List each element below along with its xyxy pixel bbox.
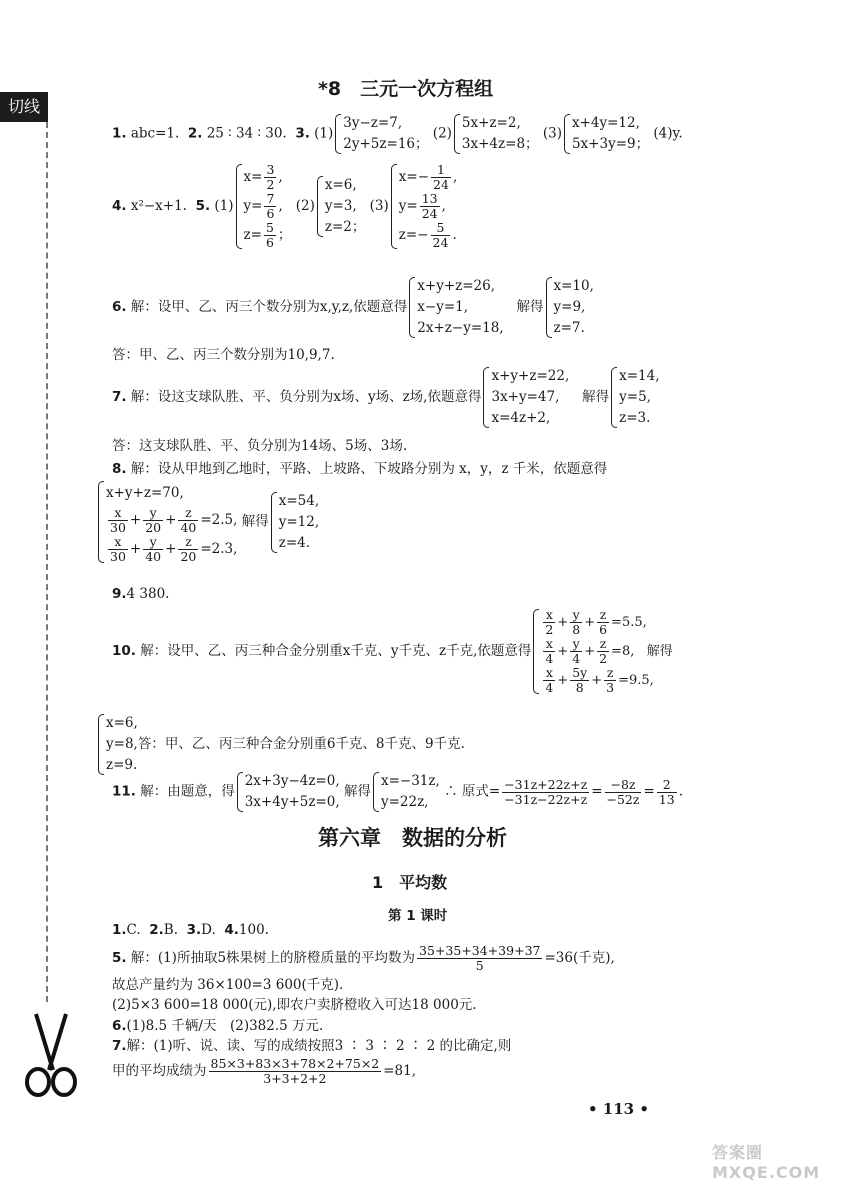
q7-system: x+y+z=22, 3x+y=47, x=4z+2,: [481, 366, 569, 429]
q6-answer: 答：甲、乙、丙三个数分别为10,9,7.: [112, 347, 335, 363]
q4-answer: x²−x+1.: [130, 198, 187, 214]
q11-number: 11.: [112, 783, 136, 800]
q7-answer: 答：这支球队胜、平、负分别为14场、5场、3场.: [112, 438, 408, 454]
q8-solve: 解得: [241, 513, 269, 530]
s5-line-3: (2)5×3 600=18 000(元),即农户卖脐橙收入可达18 000元.: [112, 997, 477, 1013]
q9-number: 9.: [112, 586, 127, 602]
q2-number: 2.: [187, 125, 203, 142]
equation: 5x+3y=9；: [571, 136, 650, 152]
q6-number: 6.: [112, 299, 127, 315]
q3-part-2: (2): [432, 125, 452, 142]
q7-result: x=14, y=5, z=3.: [609, 366, 659, 429]
q11-system: 2x+3y−4z=0, 3x+4y+5z=0,: [235, 771, 340, 813]
equation: x+4y=12,: [571, 115, 640, 131]
q5-solution-3: x=− $\frac{1}{24}$ , y= $\frac{13}{24}$ , z=− $\frac{5}{24}$ .: [389, 163, 457, 250]
q10-number: 10.: [112, 643, 136, 659]
q8-number: 8.: [112, 461, 127, 477]
s7-line-2: 甲的平均成绩为 $\frac{85\times 3+83\times 3+78\times 2+75\times 2}{3+3+2+2}$ =81,: [112, 1056, 417, 1086]
q3-part-1: (1): [314, 125, 334, 142]
equation: 3x+4z=8；: [461, 136, 539, 152]
q7-text: 解：设这支球队胜、平、负分别为x场、y场、z场,依题意得: [130, 389, 482, 405]
question-9: [112, 584, 169, 604]
q6-system: x+y+z=26, x−y=1, 2x+z−y=18,: [407, 276, 503, 339]
equation: 3y−z=7,: [343, 115, 403, 131]
q3-system-3: [562, 113, 649, 155]
question-8: [112, 459, 607, 479]
chapter-title: 第六章 数据的分析: [318, 826, 507, 850]
q5-part-3: (3): [369, 198, 389, 214]
q6-solve: 解得: [516, 299, 544, 315]
cut-line-tab: 切线: [0, 92, 48, 122]
lesson-title: 1 平均数: [372, 873, 448, 892]
q2-answer: 25 ∶ 34 ∶ 30.: [206, 125, 287, 142]
q6-result: x=10, y=9, z=7.: [544, 276, 594, 339]
question-7: [112, 366, 660, 429]
question-6: [112, 276, 594, 339]
s6-question: 6.(1)8.5 千辆/天 (2)382.5 万元.: [112, 1018, 324, 1034]
q9-answer: 4 380.: [126, 586, 170, 602]
question-11: 11. 解：由题意，得 2x+3y−4z=0, 3x+4y+5z=0, 解得 x=−31z, y=22z, ∴ 原式= $\frac{-31z+22z+z}{-31z-22z+z}$ = $\frac{-8z}{-52z}$ = $\frac{2}{13}$ .: [112, 771, 683, 813]
s7-question: 7.解：(1)听、说、读、写的成绩按照3 ∶ 3 ∶ 2 ∶ 2 的比确定,则: [112, 1038, 512, 1054]
q6-text: 解：设甲、乙、丙三个数分别为x,y,z,依题意得: [130, 299, 408, 315]
q10-text: 解：设甲、乙、丙三种合金分别重x千克、y千克、z千克,依题意得: [140, 643, 532, 659]
q1-answer: abc=1.: [130, 125, 180, 142]
q10-solution: x=6, y=8, z=9.: [96, 713, 138, 776]
q5-solution-2: x=6, y=3, z=2；: [315, 175, 366, 238]
period-title: 第 1 课时: [388, 908, 448, 924]
q3-system-1: [333, 113, 428, 155]
q7-solve: 解得: [582, 389, 610, 405]
section-title: *8 三元一次方程组: [318, 78, 494, 100]
q5-part-1: (1): [214, 198, 234, 214]
q10-system: $\frac{x}{2}$ + $\frac{y}{8}$ + $\frac{z}{6}$ =5.5, $\frac{x}{4}$ + $\frac{y}{4}$ + $\frac{z}{2}$ =8, 解得 $\frac{x}{4}$ + $\frac{5y}{8}$ + $\frac{z}{3}$ =9.5,: [531, 608, 672, 695]
page-number: • 113 •: [588, 1100, 649, 1118]
q1-number: 1.: [112, 125, 127, 142]
question-4-5: [112, 163, 457, 250]
q8-result: x=54, y=12, z=4.: [269, 491, 319, 554]
equation: 5x+z=2,: [461, 115, 521, 131]
q3-part-3: (3): [542, 125, 562, 142]
q11-therefore: ∴ 原式=: [444, 783, 501, 800]
q8-system: x+y+z=70, $\frac{x}{30}$ + $\frac{y}{20}$ + $\frac{z}{40}$ =2.5, $\frac{x}{30}$ + $\frac{y}{40}$ + $\frac{z}{20}$ =2.3,: [96, 480, 237, 564]
q10-answer: 答：甲、乙、丙三种合金分别重6千克、8千克、9千克.: [137, 736, 465, 752]
equation: 2y+5z=16；: [343, 136, 429, 152]
cut-line: [46, 122, 48, 1002]
question-10: [112, 608, 673, 695]
q11-text: 解：由题意，得: [140, 783, 235, 800]
q7-number: 7.: [112, 389, 127, 405]
q11-solve: 解得: [343, 783, 371, 800]
q5-number: 5.: [195, 198, 211, 214]
q8-text: 解：设从甲地到乙地时，平路、上坡路、下坡路分别为 x，y，z 千米，依题意得: [130, 461, 608, 477]
question-1-3: [112, 113, 683, 155]
q11-result: x=−31z, y=22z,: [371, 771, 440, 813]
scissors-icon: [20, 1012, 82, 1098]
q8-equations: [96, 480, 319, 564]
section-1-answers: 1.C. 2.B. 3.D. 4.100.: [112, 922, 269, 938]
q3-part-4: (4)y.: [653, 125, 683, 142]
s5-line-2: 故总产量约为 36×100=3 600(千克).: [112, 977, 344, 993]
s5-question: 5. 解：(1)所抽取5株果树上的脐橙质量的平均数为 $\frac{35+35+34+39+37}{5}$ =36(千克),: [112, 943, 615, 973]
q5-solution-1: x= $\frac{3}{2}$ , y= $\frac{7}{6}$ , z= $\frac{5}{6}$ ；: [234, 163, 292, 250]
q5-part-2: (2): [295, 198, 315, 214]
q4-number: 4.: [112, 198, 127, 214]
watermark: 答案圈 MXQE.COM: [712, 1143, 821, 1182]
q3-system-2: [452, 113, 539, 155]
q3-number: 3.: [295, 125, 310, 142]
q10-result: [96, 713, 465, 776]
